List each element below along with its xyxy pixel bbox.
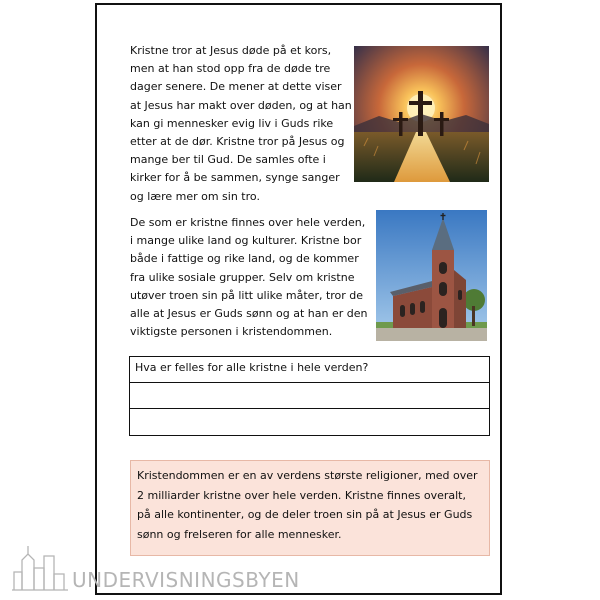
fact-box-text: Kristendommen er en av verdens største religioner, med over 2 milliarder kristne over hele verden. Kristne finnes overalt, på alle kontinenter, og de deler troen sin på at Jesus er Guds sønn og frelseren for alle mennesker.: [137, 469, 478, 541]
question-text: Hva er felles for alle kristne i hele verden?: [135, 361, 369, 374]
paragraph-global-christians: De som er kristne finnes over hele verden, i mange ulike land og kulturer. Kristne bor både i fattige og rike land, og de kommer fra ulike sosiale grupper. Selv om kristne utøver troen sin på litt ulike måter, tror de alle at Jesus er Guds sønn og at han er den viktigste personen i kristendommen.: [130, 216, 368, 339]
brand-logo: [12, 542, 312, 592]
paragraph-crucifixion: Kristne tror at Jesus døde på et kors, men at han stod opp fra de døde tre dager senere. De mener at dette viser at Jesus har makt over døden, og at han kan gi mennesker evig liv i Guds rike etter at de dør. Kristne tror på Jesus og mange ber til Gud. De samles ofte i kirker for å be sammen, synge sanger og lære mer om sin tro.: [130, 44, 352, 203]
three-crosses-sunset-illustration: [354, 46, 489, 182]
question-row: [130, 357, 489, 383]
brand-name: UNDERVISNINGSBYEN: [72, 568, 300, 592]
answer-line[interactable]: [130, 409, 489, 435]
city-skyline-icon: [12, 542, 68, 592]
worksheet-page: [95, 3, 502, 595]
question-answer-box: [129, 356, 490, 436]
answer-line[interactable]: [130, 383, 489, 409]
church-illustration: [376, 210, 487, 341]
